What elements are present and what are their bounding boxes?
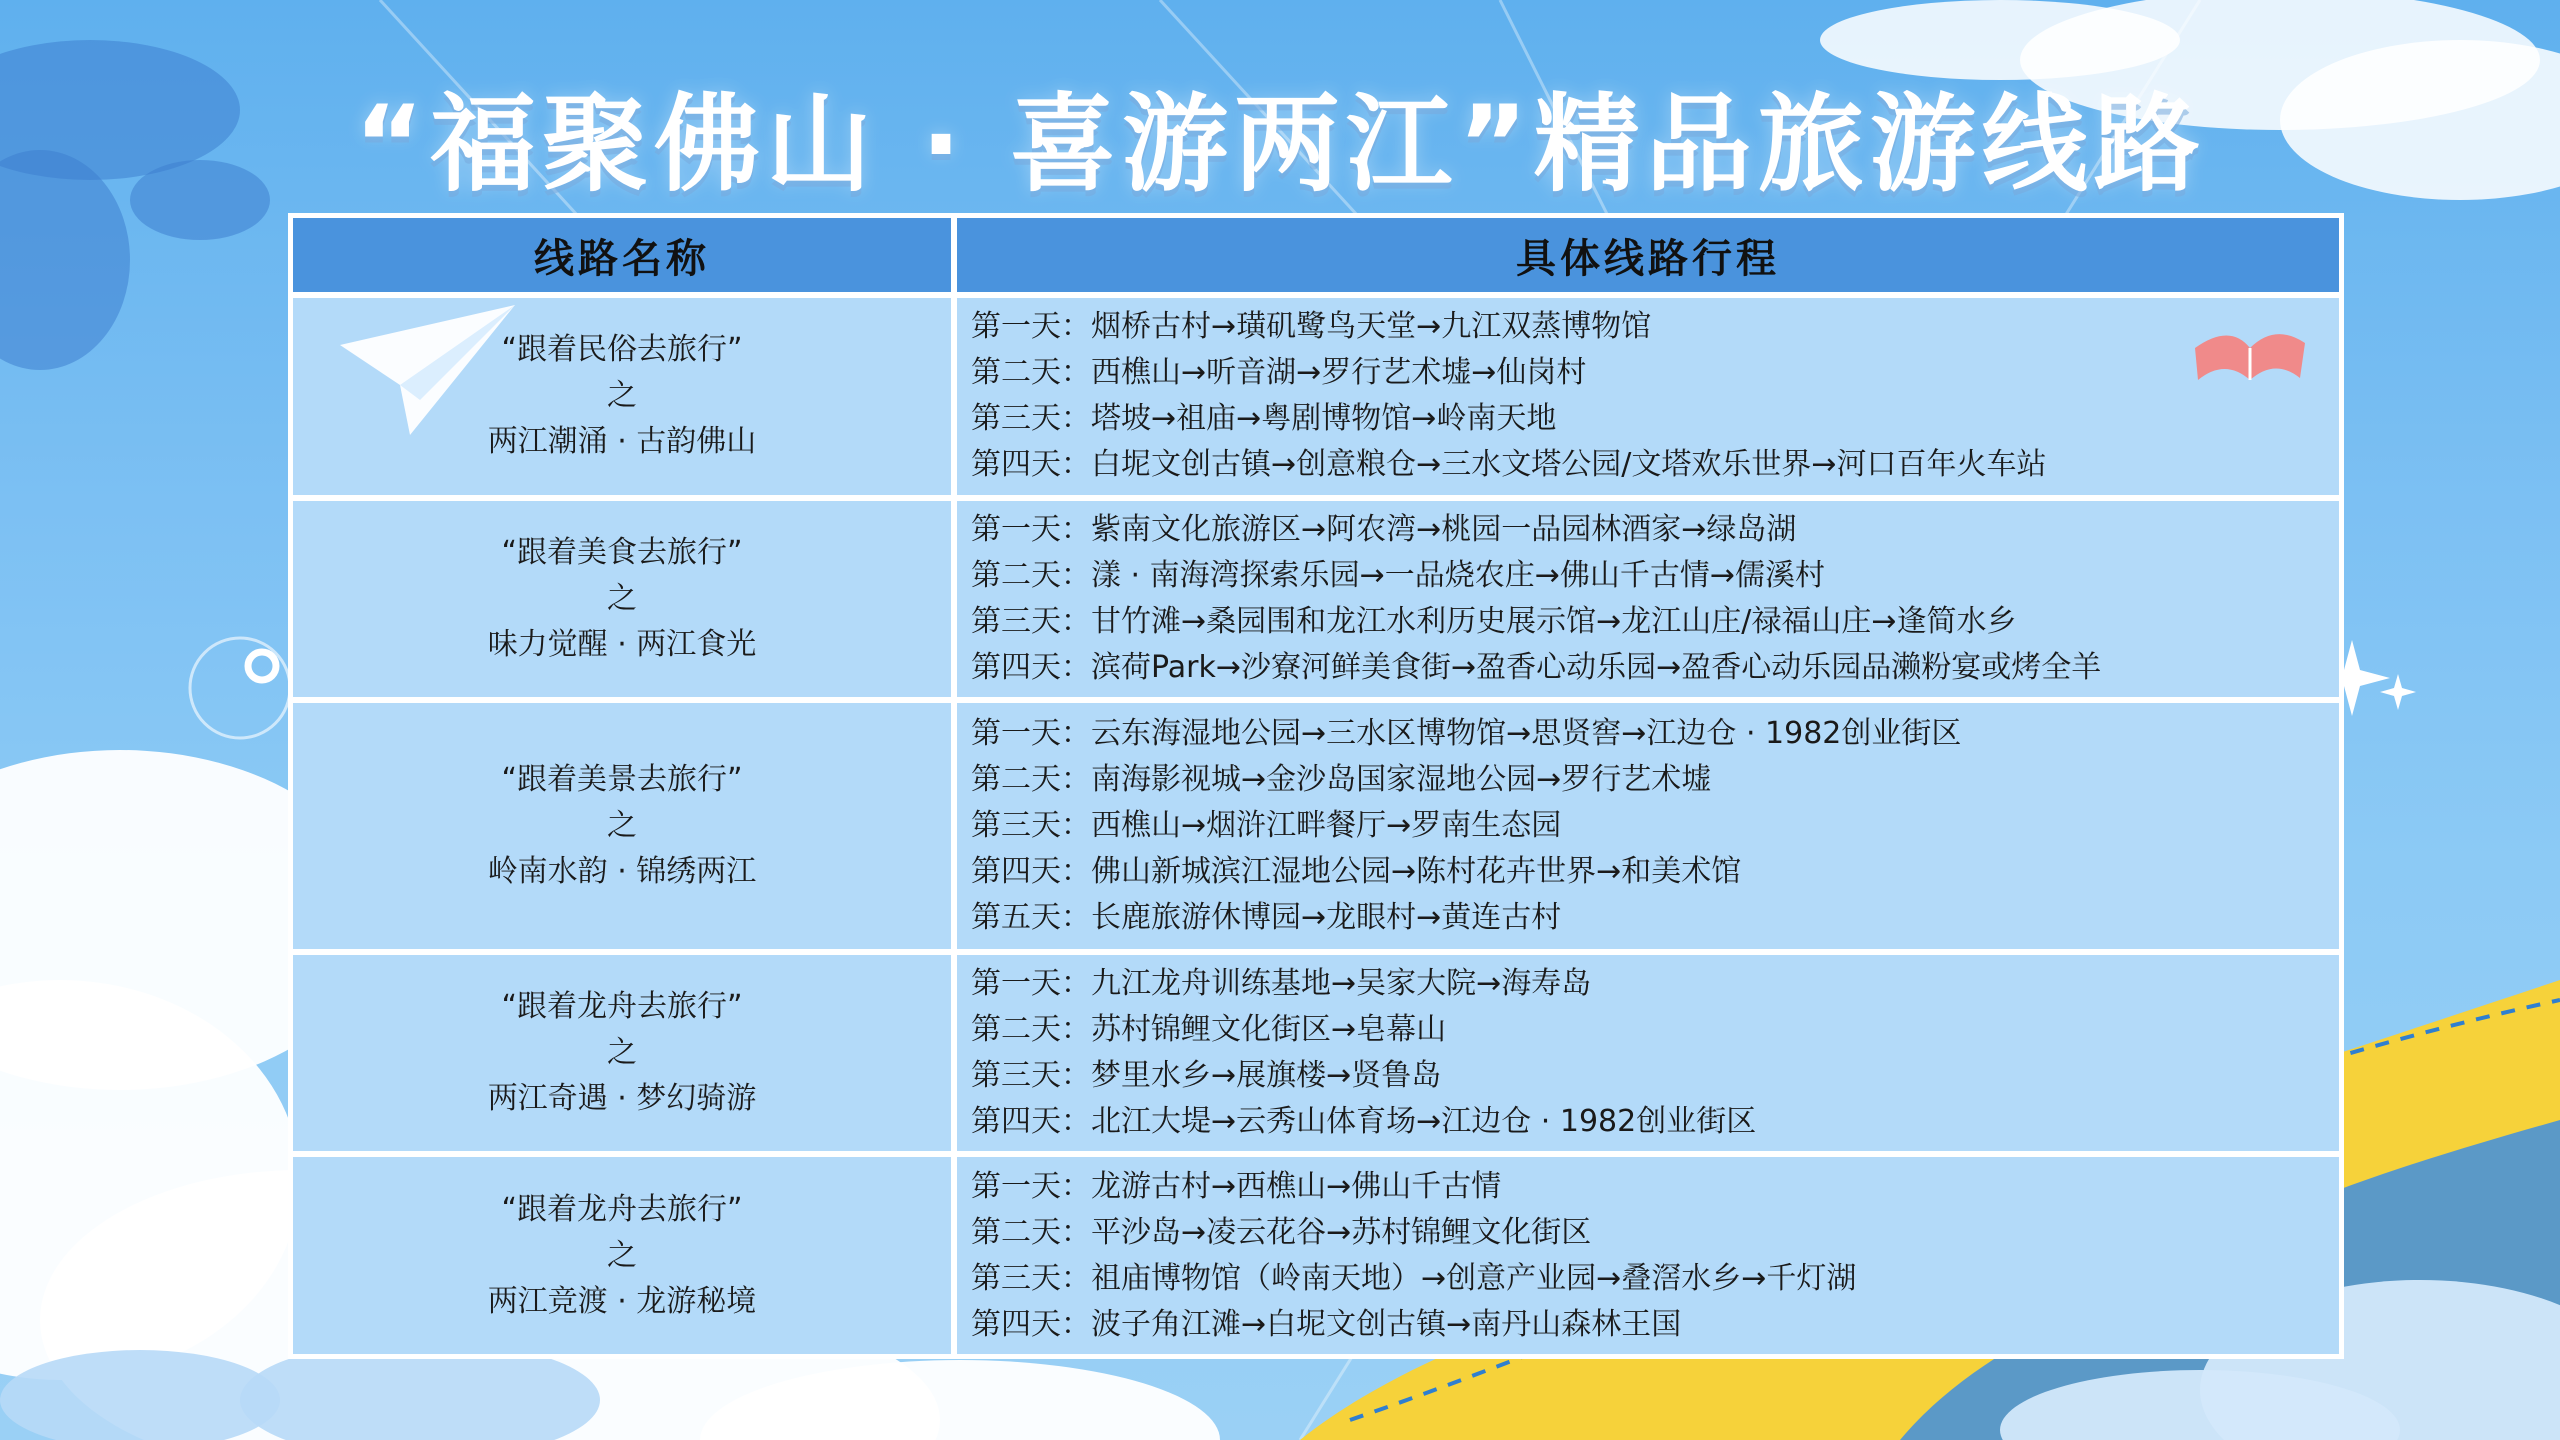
route-subtitle: 两江竞渡 · 龙游秘境: [487, 1283, 757, 1319]
route-table-frame: [288, 213, 2344, 1359]
itinerary-day: 第二天：漾 · 南海湾探索乐园→一品烧农庄→佛山千古情→儒溪村: [971, 558, 1826, 593]
book-icon: [2190, 318, 2310, 388]
route-theme: “跟着美景去旅行”: [501, 761, 743, 797]
itinerary-day: 第五天：长鹿旅游休博园→龙眼村→黄连古村: [971, 899, 1562, 935]
itinerary-day: 第二天：西樵山→听音湖→罗行艺术墟→仙岗村: [971, 355, 1587, 391]
page-title: “福聚佛山 · 喜游两江”精品旅游线路: [354, 83, 2206, 206]
itinerary-cell: [957, 955, 2339, 1152]
route-connector: 之: [607, 581, 637, 616]
itinerary-day: 第四天：白坭文创古镇→创意粮仓→三水文塔公园/文塔欢乐世界→河口百年火车站: [971, 447, 2047, 483]
table-row: [293, 298, 2339, 495]
table-row: [293, 501, 2339, 698]
route-subtitle: 两江潮涌 · 古韵佛山: [487, 424, 757, 460]
paper-plane-icon: [340, 305, 520, 445]
route-subtitle: 两江奇遇 · 梦幻骑游: [487, 1080, 757, 1116]
table-row: [293, 955, 2339, 1152]
itinerary-day: 第一天：紫南文化旅游区→阿农湾→桃园一品园林酒家→绿岛湖: [971, 512, 1797, 547]
route-theme: “跟着龙舟去旅行”: [501, 988, 743, 1024]
sparkle-small-icon: [2380, 674, 2416, 710]
route-theme: “跟着龙舟去旅行”: [501, 1191, 743, 1227]
itinerary-day: 第四天：滨荷Park→沙寮河鲜美食街→盈香心动乐园→盈香心动乐园品濑粉宴或烤全羊: [971, 650, 2102, 685]
route-theme: “跟着美食去旅行”: [501, 535, 743, 570]
table-row: [293, 1157, 2339, 1354]
itinerary-day: 第一天：九江龙舟训练基地→吴家大院→海寿岛: [971, 965, 1592, 1001]
itinerary-cell: [957, 501, 2339, 698]
itinerary-day: 第一天：烟桥古村→璜矶鹭鸟天堂→九江双蒸博物馆: [971, 309, 1652, 345]
route-connector: 之: [607, 807, 637, 843]
route-theme: “跟着民俗去旅行”: [501, 332, 743, 368]
route-name-cell: [293, 501, 951, 698]
itinerary-day: 第四天：北江大堤→云秀山体育场→江边仓 · 1982创业街区: [971, 1103, 1757, 1139]
itinerary-day: 第三天：祖庙博物馆（岭南天地）→创意产业园→叠滘水乡→千灯湖: [971, 1260, 1857, 1296]
itinerary-day: 第三天：塔坡→祖庙→粤剧博物馆→岭南天地: [971, 401, 1557, 437]
route-connector: 之: [607, 378, 637, 414]
table-row: [293, 703, 2339, 948]
itinerary-cell: [957, 1157, 2339, 1354]
itinerary-day: 第一天：云东海湿地公园→三水区博物馆→思贤窖→江边仓 · 1982创业街区: [971, 715, 1962, 751]
table-header-row: [293, 218, 2339, 292]
itinerary-day: 第二天：平沙岛→凌云花谷→苏村锦鲤文化街区: [971, 1214, 1592, 1250]
header-itinerary: 具体线路行程: [957, 218, 2339, 292]
ring-outline-decoration: [190, 638, 290, 738]
route-name-cell: [293, 955, 951, 1152]
route-subtitle: 味力觉醒 · 两江食光: [487, 627, 757, 662]
itinerary-day: 第四天：佛山新城滨江湿地公园→陈村花卉世界→和美术馆: [971, 853, 1742, 889]
route-table: [287, 212, 2345, 1360]
route-subtitle: 岭南水韵 · 锦绣两江: [487, 853, 757, 889]
header-route-name: 线路名称: [293, 218, 951, 292]
itinerary-day: 第二天：南海影视城→金沙岛国家湿地公园→罗行艺术墟: [971, 761, 1712, 797]
itinerary-day: 第三天：西樵山→烟浒江畔餐厅→罗南生态园: [971, 807, 1562, 843]
itinerary-cell: [957, 703, 2339, 948]
ring-decoration: [248, 652, 276, 680]
route-name-cell: [293, 1157, 951, 1354]
route-connector: 之: [607, 1034, 637, 1070]
itinerary-cell: [957, 298, 2339, 495]
route-name-cell: [293, 703, 951, 948]
itinerary-day: 第四天：波子角江滩→白坭文创古镇→南丹山森林王国: [971, 1306, 1682, 1342]
itinerary-day: 第三天：梦里水乡→展旗楼→贤鲁岛: [971, 1057, 1442, 1093]
itinerary-day: 第二天：苏村锦鲤文化街区→皂幕山: [971, 1011, 1447, 1047]
route-connector: 之: [607, 1237, 637, 1273]
itinerary-day: 第三天：甘竹滩→桑园围和龙江水利历史展示馆→龙江山庄/禄福山庄→逢简水乡: [971, 604, 2017, 639]
itinerary-day: 第一天：龙游古村→西樵山→佛山千古情: [971, 1168, 1502, 1204]
